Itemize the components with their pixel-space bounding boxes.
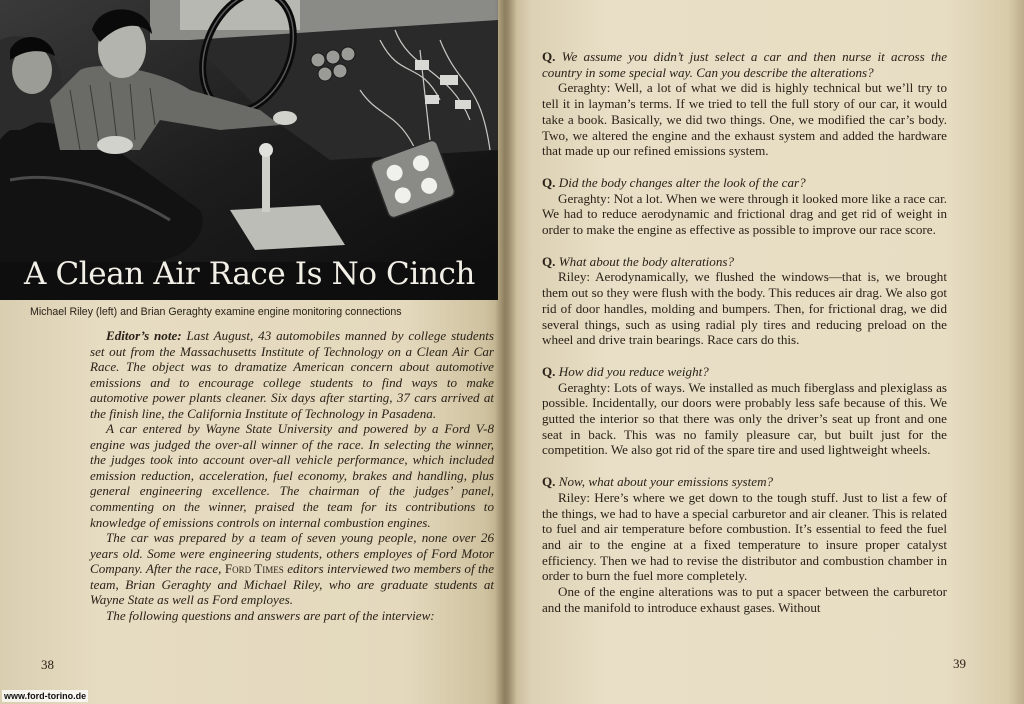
site-watermark: www.ford-torino.de xyxy=(4,691,87,701)
q-marker: Q. xyxy=(542,174,556,190)
question-text: We assume you didn’t just select a car and then nurse it across the country in some special way. Can you describe the alterations? xyxy=(542,49,948,80)
question xyxy=(542,364,947,380)
qa-block xyxy=(542,364,947,458)
right-page xyxy=(505,0,1024,704)
editors-note-label: Editor’s note: xyxy=(106,328,182,343)
q-marker: Q. xyxy=(542,253,556,269)
intro-paragraph xyxy=(90,328,494,421)
intro-paragraph: A car entered by Wayne State University and powered by a Ford V-8 engine was judged the over-all winner of the race. In selecting the winner, the judges took into account over-all vehicle performance, which included emission reduction, acceleration, fuel economy, brakes and handling, plus general engineering excellence. The chairman of the judges’ panel, commenting on the winner, praised the team for its contributions to knowledge of emissions controls on internal combustion engines. xyxy=(90,421,494,530)
answer: Geraghty: Not a lot. When we were through it looked more like a race car. We had to reduce aerodynamic and frictional drag and get rid of weight in order to make the engine as effective as possible to improve our race score. xyxy=(542,190,947,238)
article-title: A Clean Air Race Is No Cinch xyxy=(24,256,475,292)
intro-paragraph xyxy=(90,530,494,608)
qa-block xyxy=(542,175,947,238)
interview-text xyxy=(542,49,947,632)
qa-block xyxy=(542,474,947,615)
intro-text: editors interviewed two members of the team, Brian Geraghty and Michael Riley, who are graduate students at Wayne State as well as Ford employes. xyxy=(90,561,495,608)
intro-text: The car was prepared by a team of seven young people, none over 26 years old. Some were engineering students, others employes of Ford Motor Company. After the race, xyxy=(90,530,494,577)
page-number-right: 39 xyxy=(953,656,966,671)
editors-note xyxy=(90,328,494,623)
book-gutter xyxy=(495,0,517,704)
q-marker: Q. xyxy=(542,363,556,379)
intro-text: Last August, 43 automobiles manned by college students set out from the Massachusetts Institute of Technology on a Clean Air Car Race. The object was to dramatize American concern about automotive emissions and to encourage college students to find ways to make automotive power plants cleaner. Six days after starting, 37 cars arrived at the finish line, the California Institute of Technology in Pasadena. xyxy=(90,328,494,421)
question-text: Did the body changes alter the look of the car? xyxy=(558,174,806,190)
answer-continued: One of the engine alterations was to put a spacer between the carburetor and the manifold to introduce exhaust gases. Without xyxy=(542,584,947,615)
page-number-left: 38 xyxy=(41,657,54,672)
car-interior-photo xyxy=(0,0,498,300)
question xyxy=(542,175,947,191)
question-text: How did you reduce weight? xyxy=(558,363,709,379)
magazine-name: Ford Times xyxy=(224,561,284,577)
answer: Riley: Aerodynamically, we flushed the windows—that is, we brought them out so they were flush with the body. This reduces air drag. We also got rid of door handles, molding and bumpers. Then, for frictional drag, we did several things, such as using radial ply tires and reducing preload on the wheel and drive train bearings. Race cars do this. xyxy=(542,269,947,348)
question-text: What about the body alterations? xyxy=(558,253,735,269)
q-marker: Q. xyxy=(542,49,556,64)
answer: Geraghty: Lots of ways. We installed as much fiberglass and plexiglass as possible. Incidentally, our doors were probably less safe because of this. We gutted the interior so that there was only the driver’s seat up front and one seat in back. This was no family pleasure car, but built just for the competition. We also got rid of the spare tire and used lightweight wheels. xyxy=(542,379,947,458)
photo-illustration xyxy=(0,0,498,300)
question xyxy=(542,254,947,270)
answer: Riley: Here’s where we get down to the tough stuff. Just to list a few of the things, we had to have a special carburetor and air cleaner. This is related to fuel and air temperature before combustion. It’s essential to feed the fuel and air to the engine at a fixed temperature to insure proper catalyst efficiency. Then we had to revise the distributor and combustion chamber in order to burn the fuel more completely. xyxy=(542,489,947,584)
intro-paragraph: The following questions and answers are part of the interview: xyxy=(106,607,435,623)
question xyxy=(542,474,947,490)
question-text: Now, what about your emissions system? xyxy=(558,474,774,490)
photo-caption: Michael Riley (left) and Brian Geraghty examine engine monitoring connections xyxy=(30,306,402,318)
answer: Geraghty: Well, a lot of what we did is highly technical but we’ll try to tell it in layman’s terms. If we tried to tell the full story of our car, it would take a book. Basically, we did two things. One, we modified the car’s body. Two, we altered the engine and the exhaust system and added the hardware that made up our refined emissions system. xyxy=(542,80,947,159)
question xyxy=(542,49,947,80)
left-page xyxy=(0,0,505,704)
q-marker: Q. xyxy=(542,474,556,490)
qa-block xyxy=(542,49,947,159)
qa-block xyxy=(542,254,947,348)
